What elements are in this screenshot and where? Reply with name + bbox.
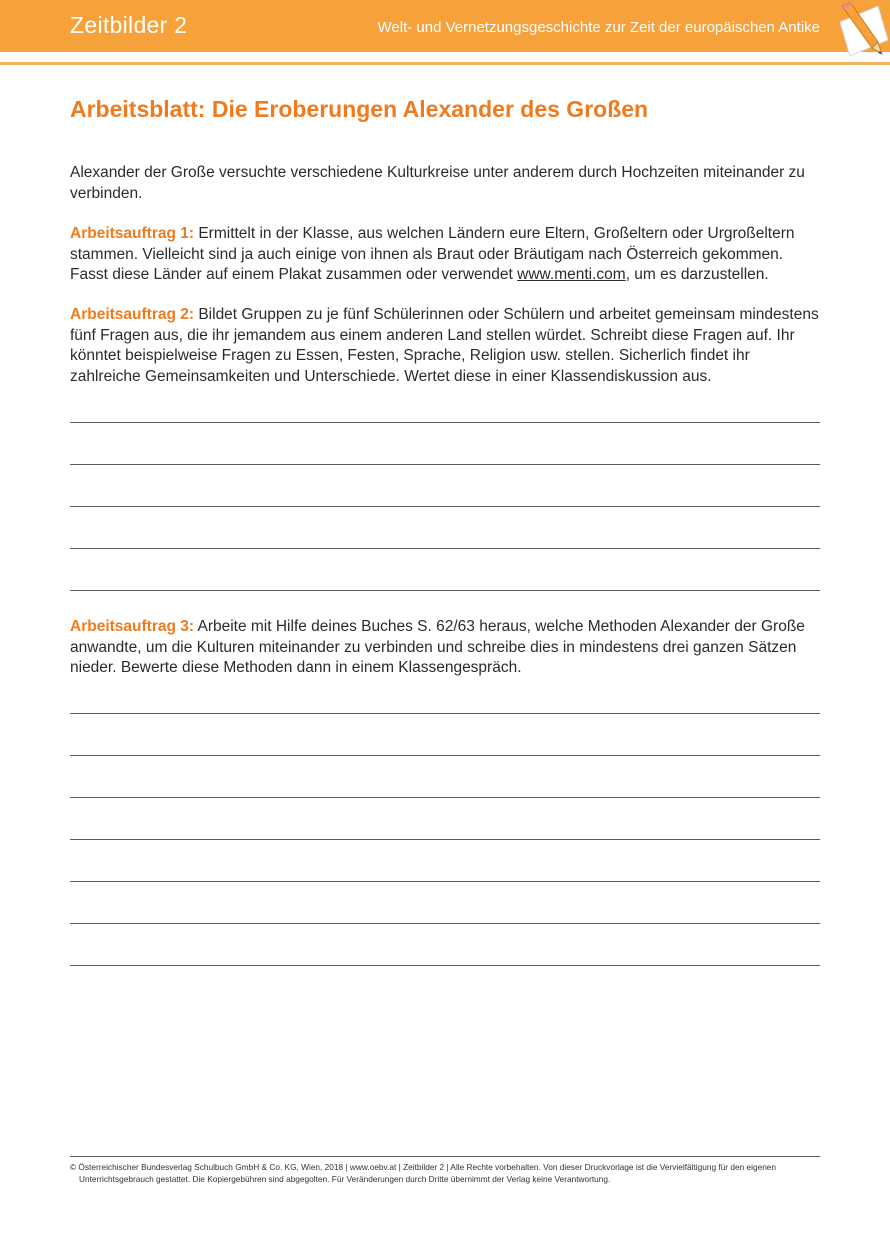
answer-line[interactable] xyxy=(70,881,820,882)
answer-line[interactable] xyxy=(70,839,820,840)
task-3-text: Arbeite mit Hilfe deines Buches S. 62/63 heraus, welche Methoden Alexander der Große anwandte, um die Kulturen miteinander zu verbinden und schreibe dies in mindestens drei ganzen Sätzen nieder. Bewerte diese Methoden dann in einem Klassengespräch. xyxy=(70,618,805,676)
task-2-text: Bildet Gruppen zu je fünf Schülerinnen oder Schülern und arbeitet gemeinsam mindestens fünf Fragen aus, die ihr jemandem aus einem anderen Land stellen würdet. Schreibt diese Fragen auf. Ihr könntet beispielweise Fragen zu Essen, Festen, Sprache, Religion usw. stellen. Sicherlich findet ihr zahlreiche Gemeinsamkeiten und Unterschiede. Wertet diese in einer Klassendiskussion aus. xyxy=(70,306,819,385)
answer-line[interactable] xyxy=(70,590,820,591)
pencil-paper-icon xyxy=(832,0,890,58)
answer-line[interactable] xyxy=(70,506,820,507)
answer-line[interactable] xyxy=(70,464,820,465)
task-2-paragraph xyxy=(70,305,820,387)
footer-copyright xyxy=(70,1162,820,1185)
answer-line[interactable] xyxy=(70,797,820,798)
task-1-paragraph xyxy=(70,224,820,286)
answer-line[interactable] xyxy=(70,422,820,423)
page-title: Arbeitsblatt: Die Eroberungen Alexander des Großen xyxy=(70,96,649,122)
answer-line[interactable] xyxy=(70,713,820,714)
intro-paragraph: Alexander der Große versuchte verschiedene Kulturkreise unter anderem durch Hochzeiten miteinander zu verbinden. xyxy=(70,164,805,202)
answer-line[interactable] xyxy=(70,548,820,549)
answer-line[interactable] xyxy=(70,755,820,756)
task-2-label: Arbeitsauftrag 2: xyxy=(70,306,195,323)
menti-link[interactable]: www.menti.com xyxy=(517,266,626,283)
answer-line[interactable] xyxy=(70,923,820,924)
footer-divider xyxy=(70,1156,820,1157)
header-divider xyxy=(0,62,890,65)
task-3-label: Arbeitsauftrag 3: xyxy=(70,618,195,635)
answer-line[interactable] xyxy=(70,965,820,966)
task-3-paragraph xyxy=(70,617,820,679)
task-1-text-end: , um es darzustellen. xyxy=(625,266,769,283)
header-subtitle: Welt- und Vernetzungsgeschichte zur Zeit der europäischen Antike xyxy=(377,19,820,36)
footer-line-1: © Österreichischer Bundesverlag Schulbuch GmbH & Co. KG, Wien, 2018 | www.oebv.at | Zeitbilder 2 | Alle Rechte vorbehalten. Von dieser Druckvorlage ist die Vervielfältigung für den eigenen xyxy=(70,1162,777,1172)
task-1-label: Arbeitsauftrag 1: xyxy=(70,225,195,242)
footer-line-2: Unterrichtsgebrauch gestattet. Die Kopiergebühren sind abgegolten. Für Veränderungen durch Dritte übernimmt der Verlag keine Verantwortung. xyxy=(79,1173,611,1184)
task-1-text: Ermittelt in der Klasse, aus welchen Ländern eure Eltern, Großeltern oder Urgroßeltern stammen. Vielleicht sind ja auch einige von ihnen als Braut oder Bräutigam nach Österreich gekommen. Fasst diese Länder auf einem Plakat zusammen oder verwendet xyxy=(70,225,795,283)
header-bar xyxy=(0,0,890,52)
brand-title: Zeitbilder 2 xyxy=(70,12,188,38)
